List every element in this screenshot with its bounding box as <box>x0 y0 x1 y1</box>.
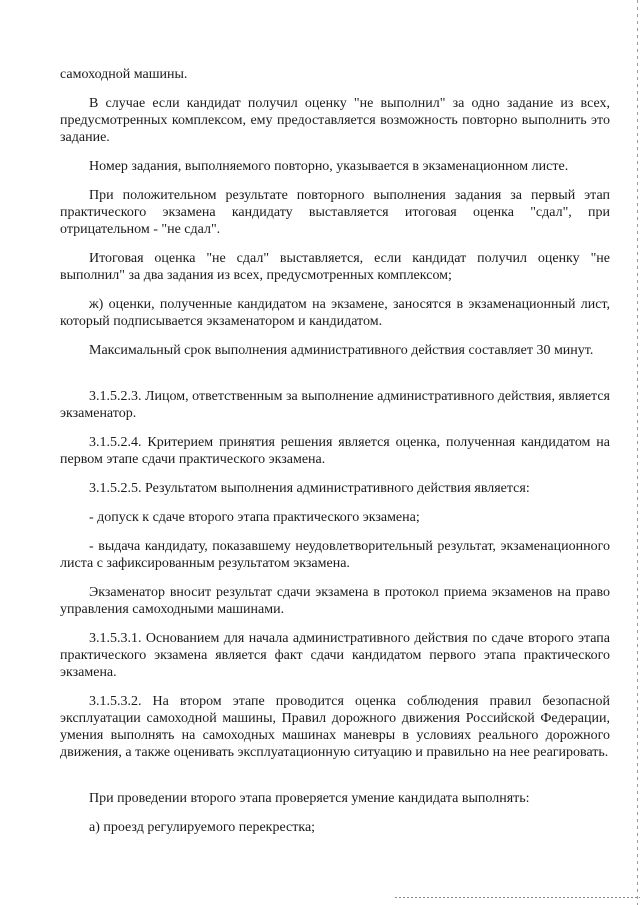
paragraph-3-1-5-3-2: 3.1.5.3.2. На втором этапе проводится оценка соблюдения правил безопасной эксплуатации самоходной машины, Правил дорожного движения Российской Федерации, умения выполнять на самоходных машинах маневры в условиях реального дорожного движения, а также оценивать эксплуатационную ситуацию и правильно на нее реагировать. <box>60 694 610 760</box>
paragraph-retry-task: В случае если кандидат получил оценку "не выполнил" за одно задание из всех, предусмотренных комплексом, ему предоставляется возможность повторно выполнить это задание. <box>60 96 610 145</box>
paragraph-max-duration: Максимальный срок выполнения административного действия составляет 30 минут. <box>89 343 594 358</box>
paragraph-final-grade: Итоговая оценка "не сдал" выставляется, если кандидат получил оценку "не выполнил" за два задания из всех, предусмотренных комплексом; <box>60 251 610 283</box>
list-item-intersection: а) проезд регулируемого перекрестка; <box>89 820 316 835</box>
paragraph-protocol: Экзаменатор вносит результат сдачи экзамена в протокол приема экзаменов на право управления самоходными машинами. <box>60 585 610 617</box>
paragraph-3-1-5-3-1: 3.1.5.3.1. Основанием для начала административного действия по сдаче второго этапа практического экзамена является факт сдачи кандидатом первого этапа практического экзамена. <box>60 631 610 680</box>
paragraph-second-stage: При проведении второго этапа проверяется умение кандидата выполнять: <box>89 791 530 806</box>
paragraph-exam-sheet: ж) оценки, полученные кандидатом на экзамене, заносятся в экзаменационный лист, который подписывается экзаменатором и кандидатом. <box>60 297 610 329</box>
scan-edge-line <box>637 0 638 905</box>
paragraph-3-1-5-2-4: 3.1.5.2.4. Критерием принятия решения является оценка, полученная кандидатом на первом этапе сдачи практического экзамена. <box>60 435 610 467</box>
paragraph-3-1-5-2-5: 3.1.5.2.5. Результатом выполнения административного действия является: <box>89 481 530 496</box>
paragraph-positive-result: При положительном результате повторного выполнения задания за первый этап практического экзамена кандидату выставляется итоговая оценка "сдал", при отрицательном - "не сдал". <box>60 188 610 237</box>
list-item-issue-sheet: - выдача кандидату, показавшему неудовлетворительный результат, экзаменационного листа с зафиксированным результатом экзамена. <box>60 539 610 571</box>
scan-bottom-line <box>395 897 640 898</box>
paragraph-continuation: самоходной машины. <box>60 67 188 82</box>
list-item-admission: - допуск к сдаче второго этапа практического экзамена; <box>89 510 420 525</box>
paragraph-3-1-5-2-3: 3.1.5.2.3. Лицом, ответственным за выполнение административного действия, является экзаменатор. <box>60 389 610 421</box>
paragraph-task-number: Номер задания, выполняемого повторно, указывается в экзаменационном листе. <box>89 159 569 174</box>
